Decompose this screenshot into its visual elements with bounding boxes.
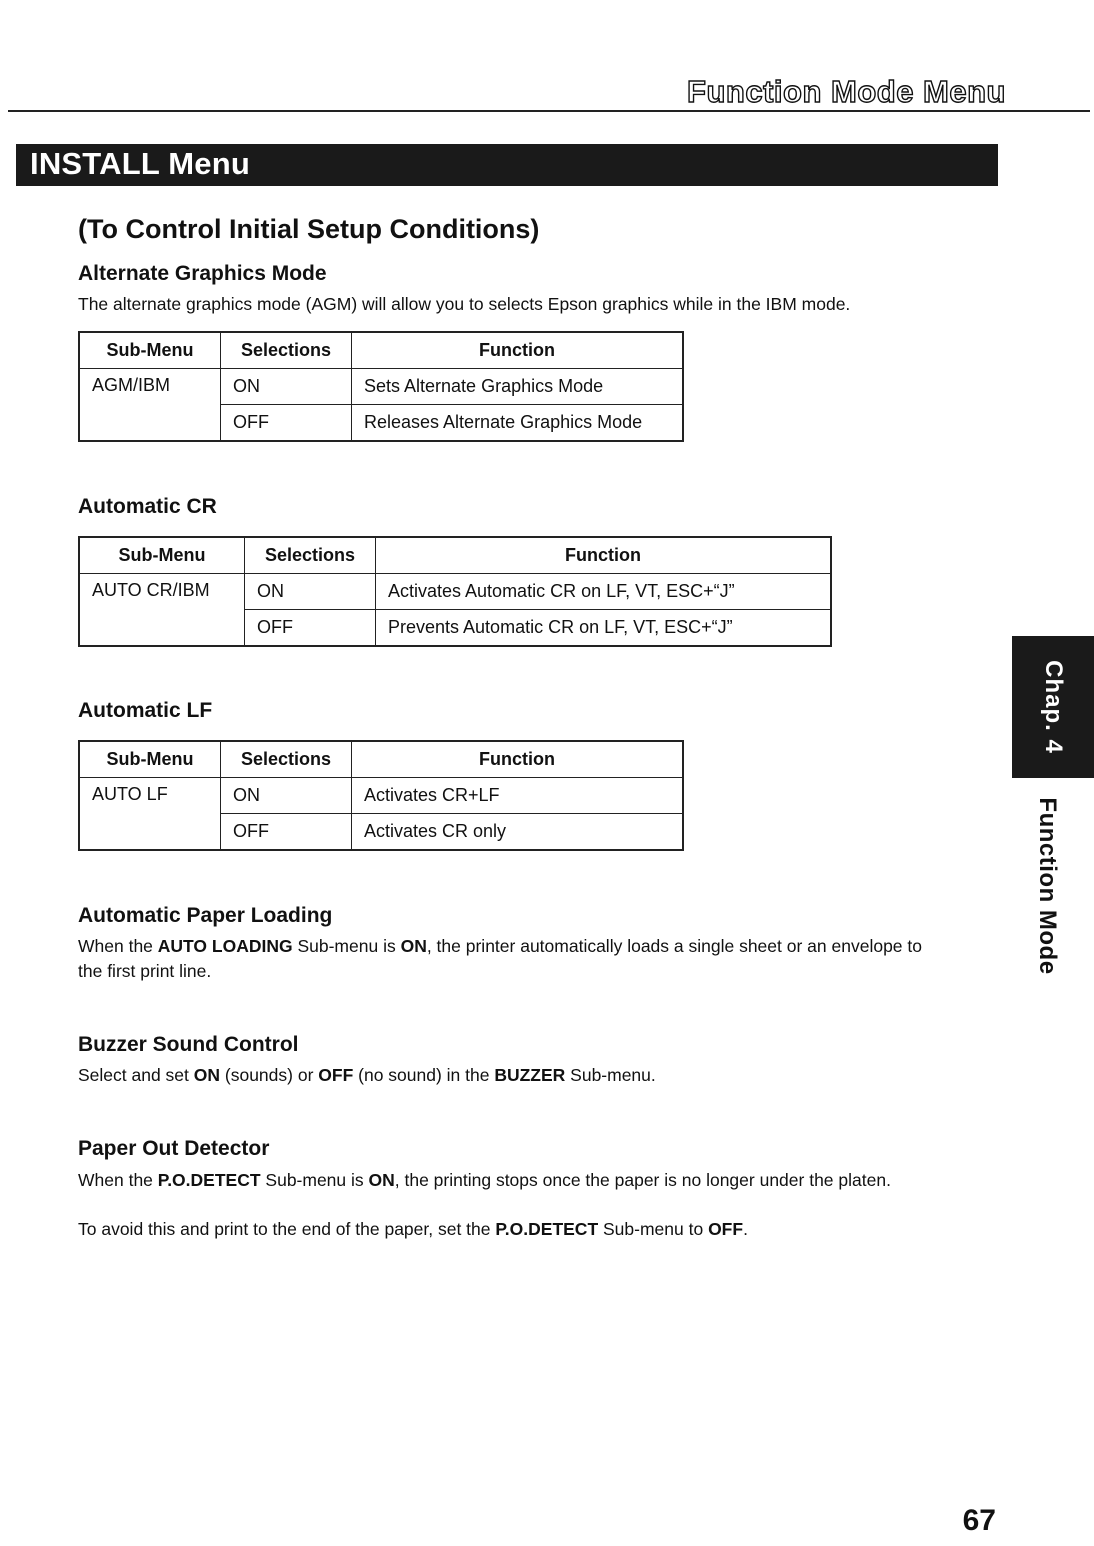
table-row	[79, 574, 831, 610]
selection-cell: OFF	[245, 610, 376, 647]
function-cell: Sets Alternate Graphics Mode	[352, 369, 684, 405]
function-cell: Activates CR+LF	[352, 778, 684, 814]
section-side-label: Function Mode	[1034, 797, 1061, 975]
chapter-tab	[1012, 636, 1094, 778]
table-header-row	[79, 741, 683, 778]
banner-title: INSTALL Menu	[30, 146, 250, 181]
selection-cell: ON	[221, 369, 352, 405]
col-submenu-header: Sub-Menu	[79, 537, 245, 574]
paper-loading-text: When the AUTO LOADING Sub-menu is ON, the printer automatically loads a single sheet or an envelope to the first print line.	[78, 936, 922, 981]
header-rule	[8, 110, 1090, 112]
table-row	[79, 778, 683, 814]
table-header-row	[79, 537, 831, 574]
auto-lf-heading: Automatic LF	[78, 699, 213, 722]
auto-cr-table	[78, 536, 832, 647]
agm-description: The alternate graphics mode (AGM) will allow you to selects Epson graphics while in the IBM mode.	[78, 294, 851, 314]
selection-cell: ON	[221, 778, 352, 814]
col-selections-header: Selections	[221, 332, 352, 369]
auto-cr-heading: Automatic CR	[78, 495, 217, 518]
chapter-header-title: Function Mode Menu	[687, 74, 1006, 109]
function-cell: Prevents Automatic CR on LF, VT, ESC+“J”	[376, 610, 832, 647]
agm-heading: Alternate Graphics Mode	[78, 262, 327, 285]
selection-cell: OFF	[221, 405, 352, 442]
paper-out-text-1: When the P.O.DETECT Sub-menu is ON, the printing stops once the paper is no longer under the platen.	[78, 1170, 891, 1190]
col-submenu-header: Sub-Menu	[79, 741, 221, 778]
paper-loading-heading: Automatic Paper Loading	[78, 904, 333, 927]
col-function-header: Function	[376, 537, 832, 574]
table-header-row	[79, 332, 683, 369]
page-title: (To Control Initial Setup Conditions)	[78, 214, 540, 244]
col-selections-header: Selections	[221, 741, 352, 778]
menu-banner	[16, 144, 998, 186]
function-cell: Activates Automatic CR on LF, VT, ESC+“J”	[376, 574, 832, 610]
table-row	[79, 369, 683, 405]
submenu-cell: AUTO CR/IBM	[79, 574, 245, 647]
paper-out-text-2: To avoid this and print to the end of the paper, set the P.O.DETECT Sub-menu to OFF.	[78, 1219, 748, 1239]
buzzer-heading: Buzzer Sound Control	[78, 1033, 299, 1056]
page-number: 67	[962, 1504, 996, 1537]
function-cell: Releases Alternate Graphics Mode	[352, 405, 684, 442]
submenu-cell: AGM/IBM	[79, 369, 221, 442]
col-selections-header: Selections	[245, 537, 376, 574]
selection-cell: OFF	[221, 814, 352, 851]
auto-lf-table	[78, 740, 684, 851]
col-function-header: Function	[352, 332, 684, 369]
submenu-cell: AUTO LF	[79, 778, 221, 851]
col-submenu-header: Sub-Menu	[79, 332, 221, 369]
agm-table	[78, 331, 684, 442]
buzzer-text: Select and set ON (sounds) or OFF (no sound) in the BUZZER Sub-menu.	[78, 1065, 656, 1085]
selection-cell: ON	[245, 574, 376, 610]
col-function-header: Function	[352, 741, 684, 778]
chapter-tab-label: Chap. 4	[1040, 660, 1067, 754]
function-cell: Activates CR only	[352, 814, 684, 851]
paper-out-heading: Paper Out Detector	[78, 1137, 270, 1160]
